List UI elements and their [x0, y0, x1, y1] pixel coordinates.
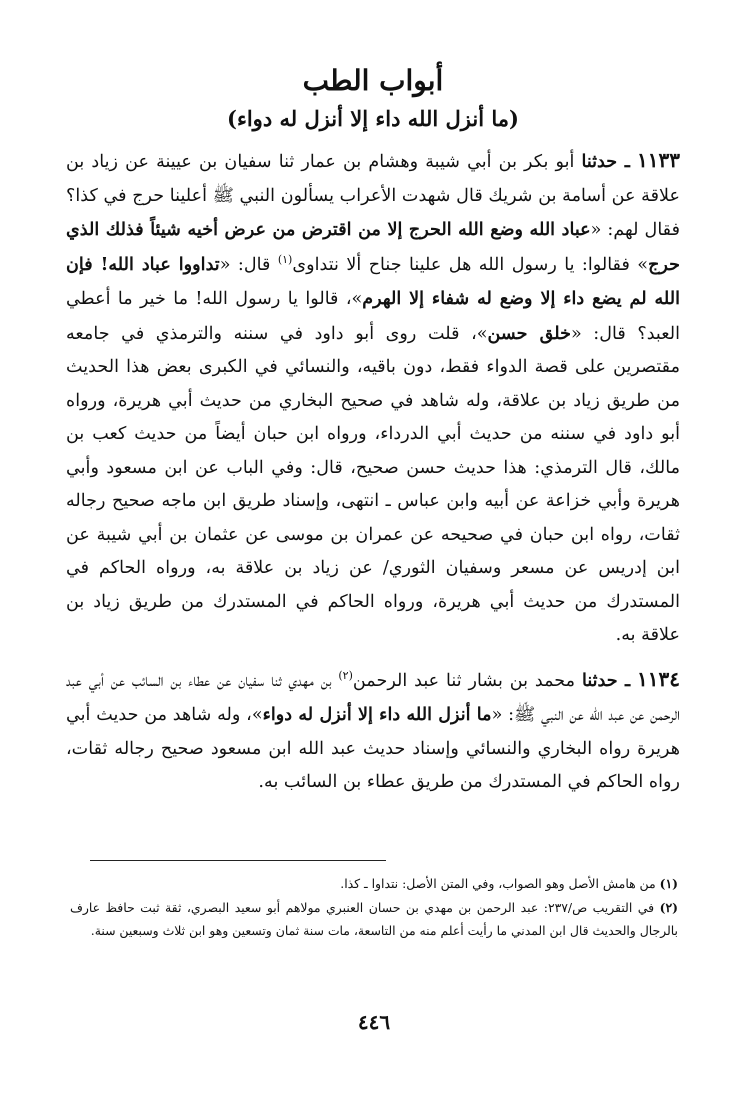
hadith-commentary: »، وله شاهد من حديث أبي هريرة رواه البخاري والنسائي وإسناد حديث عبد الله ابن مسعود صحيح رجاله ثقات، رواه الحاكم في المستدرك من طريق عطاء بن السائب به. [66, 705, 680, 792]
footnote-1 [70, 872, 678, 896]
hadith-intro: ـ حدثنا [581, 669, 631, 691]
hadith-text: » فقالوا: يا رسول الله هل علينا جناح ألا نتداوى [292, 254, 649, 275]
footnote-marker[interactable]: (٢) [338, 668, 353, 682]
footnotes [70, 872, 678, 943]
hadith-text: محمد بن بشار ثنا عبد الرحمن [352, 670, 576, 691]
hadith-number: ١١٣٣ [637, 148, 681, 172]
chapter-title: أبواب الطب [302, 64, 444, 97]
footnote-text: في التقريب ص/٢٣٧: عبد الرحمن بن مهدي بن حسان العنبري مولاهم أبو سعيد البصري، ثقة ثبت حافظ عارف بالرجال والحديث قال ابن المدني ما رأيت أعلم منه من التاسعة، مات سنة ثمان وتسعين وهو ابن ثلاث وسبعين سنة. [70, 899, 678, 938]
hadith-number: ١١٣٤ [637, 666, 680, 691]
footnote-marker[interactable]: (١) [277, 252, 293, 266]
chapter-subtitle: (ما أنزل الله داء إلا أنزل له دواء) [227, 106, 519, 131]
hadith-text: بن مهدي ثنا سفيان عن عطاء بن السائب عن أبي عبد الرحمن عن عبد الله عن النبي ﷺ: « [66, 670, 681, 725]
footnote-text: من هامش الأصل وهو الصواب، وفي المتن الأصل: نتداوا ـ كذا. [340, 876, 656, 891]
footnote-label: (١) [659, 876, 678, 891]
hadith-quote: ما أنزل الله داء إلا أنزل له دواء [262, 704, 492, 725]
hadith-text: »، قالوا يا رسول الله! ما خير ما أعطي العبد؟ قال: « [66, 289, 680, 344]
hadith-quote: خلق حسن [487, 322, 571, 344]
footnote-divider [90, 860, 386, 861]
hadith-quote: تداووا عباد الله! فإن الله لم يضع داء إلا وضع له شفاء إلا الهرم [66, 253, 680, 309]
hadith-text: أبو بكر بن أبي شيبة وهشام بن عمار ثنا سفيان بن عيينة عن زياد بن علاقة عن أسامة بن شريك قال شهدت الأعراب يسألون النبي ﷺ أعلينا حرج في كذا؟ فقال لهم: « [66, 152, 680, 240]
hadith-1133 [66, 144, 680, 653]
footnote-label: (٢) [659, 899, 678, 915]
hadith-commentary: »، قلت روى أبو داود في سننه والترمذي في جامعه مقتصرين على قصة الدواء فقط، دون باقيه، والنسائي في الكبرى بعض هذا الحديث من طريق زياد بن علاقة، وله شاهد في صحيح البخاري من حديث أبي هريرة، ورواه أبو داود في سننه من حديث أبي الدرداء، ورواه ابن حبان أيضاً من حديث كعب بن مالك، قال الترمذي: هذا حديث حسن صحيح، قال: وفي الباب عن ابن مسعود وأبي هريرة وأبي خزاعة عن أبيه وابن عباس ـ انتهى، وإسناد طريق ابن ماجه صحيح رجاله ثقات، رواه ابن حبان في صحيحه عن عمران بن موسى عن عثمان بن أبي شيبة عن ابن إدريس عن مسعر وسفيان الثوري/ عن زياد بن علاقة به، ورواه الحاكم في المستدرك من حديث أبي هريرة، ورواه الحاكم في المستدرك من طريق زياد بن علاقة به. [66, 323, 680, 645]
hadith-text: قال: « [219, 254, 278, 275]
hadith-quote: عباد الله وضع الله الحرج إلا من اقترض من عرض أخيه شيئاً فذلك الذي حرج [66, 219, 681, 275]
hadith-1134 [66, 663, 680, 800]
footnote-2 [70, 896, 678, 943]
page-number: ٤٤٦ [357, 1010, 391, 1034]
hadith-intro: ـ حدثنا [581, 151, 630, 172]
